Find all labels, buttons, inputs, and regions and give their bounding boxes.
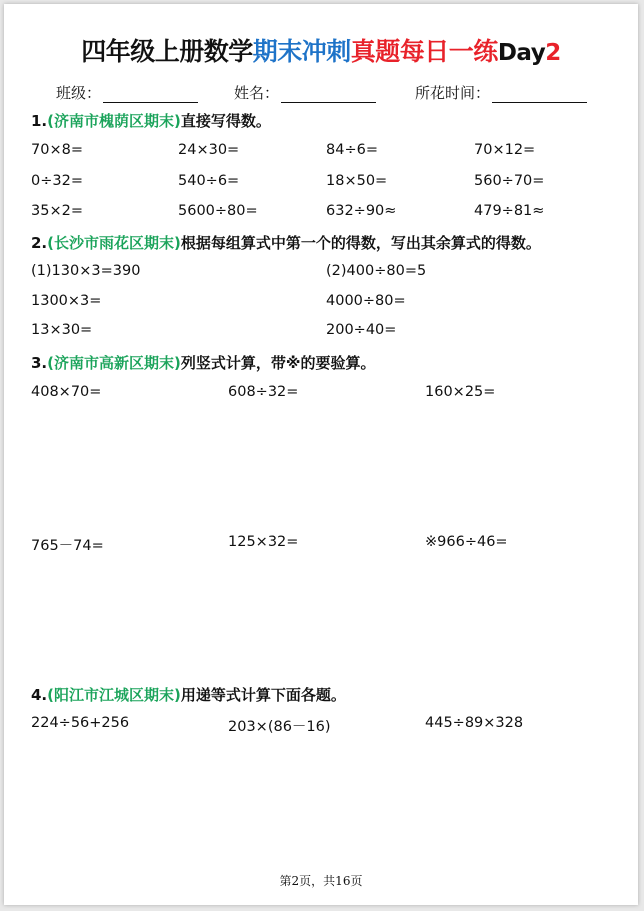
question-text: 直接写得数。 <box>180 112 271 130</box>
q3-item: 125×32= <box>228 534 299 550</box>
time-blank[interactable] <box>492 88 587 103</box>
title-black: 四年级上册数学 <box>81 37 253 66</box>
q1-item: 5600÷80= <box>178 203 258 219</box>
q2-item: (1)130×3=390 <box>31 263 141 279</box>
q2-item: 1300×3= <box>31 293 102 309</box>
question-4-heading <box>31 684 346 705</box>
question-1-heading <box>31 110 271 131</box>
title-day-number: 2 <box>545 40 561 66</box>
q1-item: 35×2= <box>31 203 83 219</box>
time-label: 所花时间： <box>415 84 491 102</box>
q3-item: 160×25= <box>425 384 496 400</box>
page-footer: 第2页，共16页 <box>279 874 363 888</box>
question-text: 根据每组算式中第一个的得数，写出其余算式的得数。 <box>180 234 541 252</box>
q1-item: 84÷6= <box>326 142 378 158</box>
question-number: 1. <box>31 112 48 130</box>
time-field <box>415 82 587 103</box>
question-number: 2. <box>31 234 48 252</box>
question-text: 列竖式计算，带※的要验算。 <box>180 354 376 372</box>
q1-item: 560÷70= <box>474 173 545 189</box>
question-2-heading <box>31 232 541 253</box>
q1-item: 18×50= <box>326 173 388 189</box>
class-field <box>56 82 198 103</box>
q2-item: 4000÷80= <box>326 293 406 309</box>
q1-item: 70×12= <box>474 142 536 158</box>
q1-item: 24×30= <box>178 142 240 158</box>
q3-item: 765－74= <box>31 538 104 554</box>
question-3-heading <box>31 352 375 373</box>
q2-item: 200÷40= <box>326 322 397 338</box>
q3-item: ※966÷46= <box>425 534 508 550</box>
title-red: 真题每日一练 <box>350 37 498 66</box>
q4-item: 445÷89×328 <box>425 715 524 731</box>
q2-item: 13×30= <box>31 322 93 338</box>
q3-item: 408×70= <box>31 384 102 400</box>
question-source: (长沙市雨花区期末) <box>47 234 181 252</box>
q1-item: 70×8= <box>31 142 83 158</box>
question-source: (济南市槐荫区期末) <box>47 112 181 130</box>
q1-item: 540÷6= <box>178 173 240 189</box>
q1-item: 632÷90≈ <box>326 203 397 219</box>
q3-item: 608÷32= <box>228 384 299 400</box>
class-label: 班级： <box>56 84 102 102</box>
question-source: (济南市高新区期末) <box>47 354 181 372</box>
name-blank[interactable] <box>281 88 376 103</box>
question-number: 3. <box>31 354 48 372</box>
q1-item: 479÷81≈ <box>474 203 545 219</box>
title-blue: 期末冲刺 <box>252 37 351 66</box>
q4-item: 224÷56+256 <box>31 715 130 731</box>
worksheet-page <box>4 4 638 905</box>
name-field <box>234 82 376 103</box>
question-source: (阳江市江城区期末) <box>47 686 181 704</box>
name-label: 姓名： <box>234 84 280 102</box>
q4-item: 203×(86－16) <box>228 719 331 735</box>
page-title <box>4 32 638 68</box>
class-blank[interactable] <box>103 88 198 103</box>
title-day: Day <box>497 40 546 66</box>
question-number: 4. <box>31 686 48 704</box>
question-text: 用递等式计算下面各题。 <box>180 686 346 704</box>
q2-item: (2)400÷80=5 <box>326 263 427 279</box>
q1-item: 0÷32= <box>31 173 83 189</box>
